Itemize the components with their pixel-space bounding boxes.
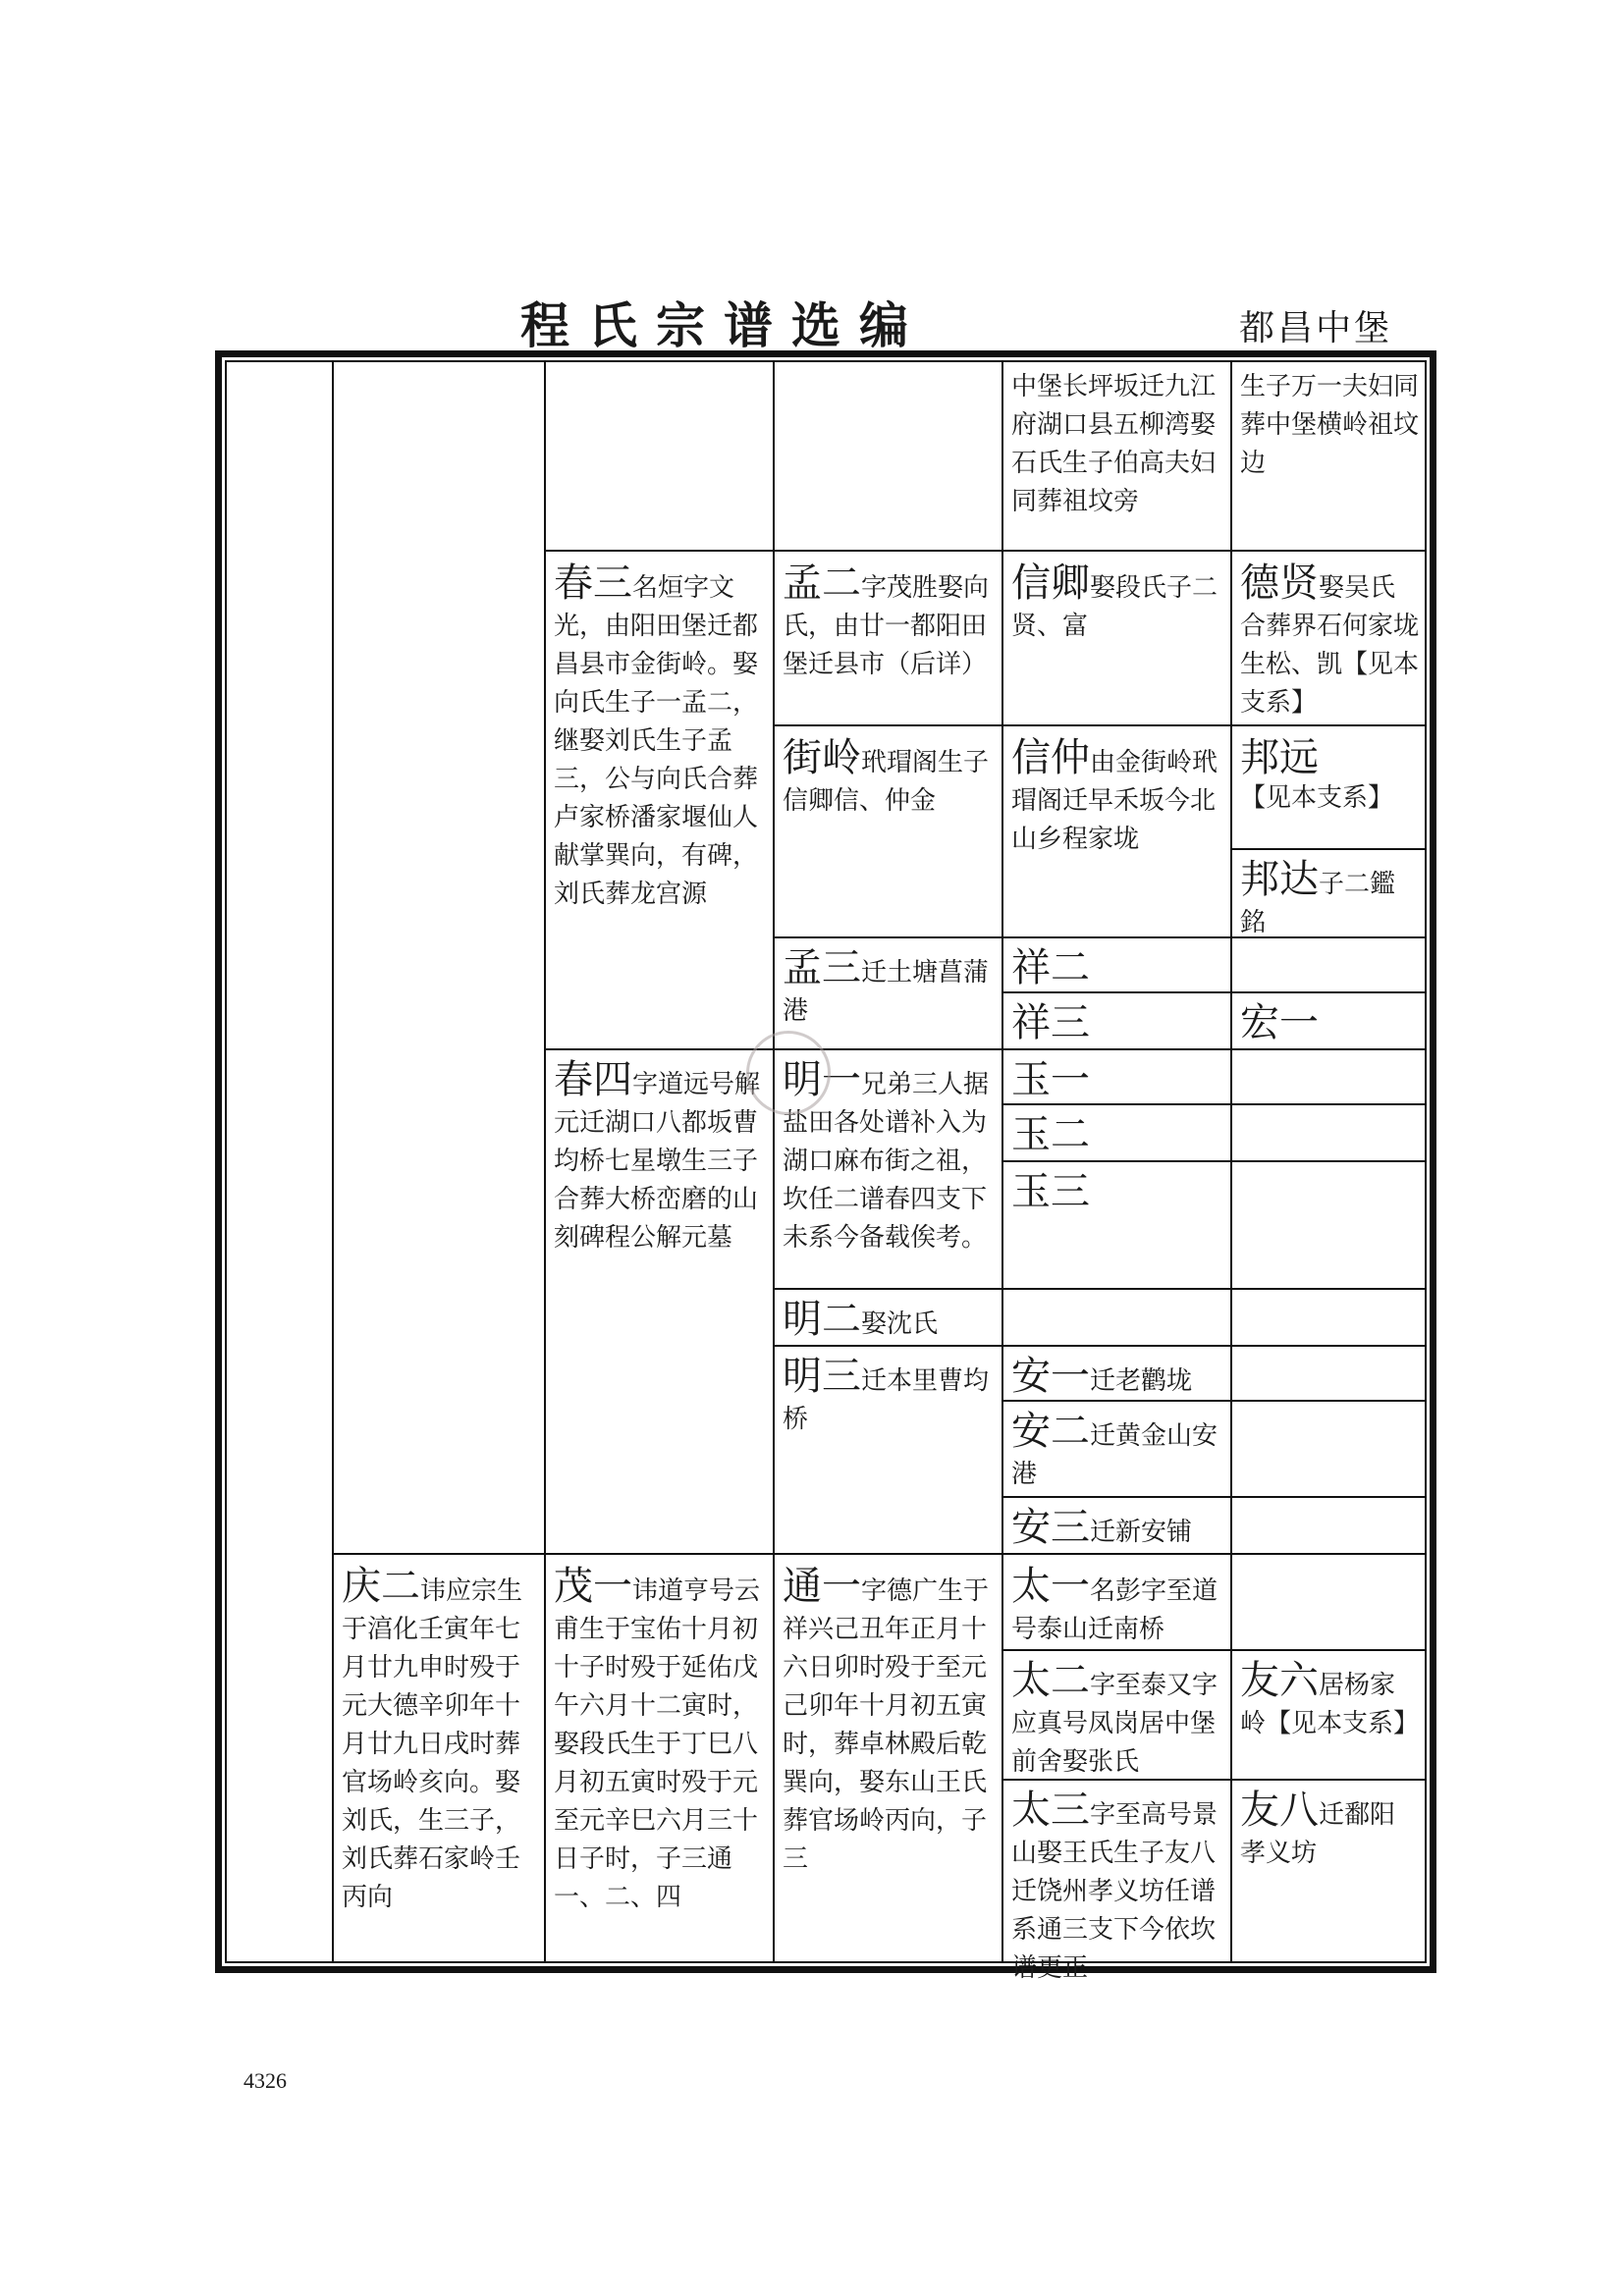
cell-text: 迁本里曹均桥 bbox=[783, 1366, 990, 1434]
cell-text: 迁鄱阳孝义坊 bbox=[1240, 1800, 1396, 1868]
row-divider bbox=[1001, 1160, 1427, 1162]
person-name: 明二 bbox=[783, 1297, 861, 1342]
table-cell bbox=[775, 556, 1001, 724]
table-cell bbox=[1003, 1349, 1230, 1400]
table-cell bbox=[1003, 940, 1230, 991]
person-name: 孟三 bbox=[783, 945, 861, 990]
table-cell bbox=[1003, 1559, 1230, 1649]
table-cell bbox=[334, 1559, 544, 1961]
person-name: 友八 bbox=[1240, 1788, 1319, 1833]
row-divider bbox=[332, 1553, 1427, 1555]
table-cell bbox=[1003, 556, 1230, 724]
cell-text: 迁新安铺 bbox=[1090, 1518, 1193, 1547]
row-divider bbox=[1001, 991, 1427, 993]
table-cell bbox=[546, 1559, 773, 1961]
table-cell bbox=[775, 1559, 1001, 1961]
table-cell bbox=[1232, 556, 1425, 724]
table-cell bbox=[1003, 995, 1230, 1048]
person-name: 茂一 bbox=[554, 1564, 632, 1609]
cell-text: 娶吴氏合葬界石何家垅生松、凯【见本支系】 bbox=[1240, 573, 1420, 718]
table-cell bbox=[546, 1052, 773, 1553]
cell-text: 【见本支系】 bbox=[1240, 783, 1394, 813]
cell-text: 名彭字至道号泰山迁南桥 bbox=[1011, 1576, 1218, 1644]
person-name: 明一 bbox=[783, 1057, 861, 1102]
page-title: 程氏宗谱选编 bbox=[520, 296, 927, 354]
person-name: 街岭 bbox=[783, 735, 861, 780]
person-name: 祥三 bbox=[1011, 1000, 1090, 1045]
table-cell bbox=[775, 1292, 1001, 1345]
cell-text: 生子万一夫妇同葬中堡横岭祖坟边 bbox=[1240, 372, 1420, 478]
person-name: 安一 bbox=[1011, 1354, 1090, 1399]
cell-text: 迁土塘菖蒲港 bbox=[783, 958, 990, 1026]
table-cell bbox=[1232, 362, 1425, 550]
table-cell bbox=[1232, 852, 1425, 936]
row-divider bbox=[1001, 1496, 1427, 1498]
row-divider bbox=[773, 936, 1427, 938]
table-cell bbox=[775, 1349, 1001, 1553]
cell-text: 兄弟三人据盐田各处谱补入为湖口麻布街之祖，坎任二谱春四支下未系今备载俟考。 bbox=[783, 1070, 990, 1253]
row-divider bbox=[773, 1345, 1427, 1347]
row-divider bbox=[1230, 848, 1427, 850]
person-name: 信卿 bbox=[1011, 561, 1090, 606]
cell-text: 名烜字文光，由阳田堡迁都昌县市金街岭。娶向氏生子一孟二，继娶刘氏生子孟三，公与向氏合葬卢家桥潘家堰仙人献掌巽向，有碑，刘氏葬龙宫源 bbox=[554, 573, 759, 909]
person-name: 邦远 bbox=[1240, 735, 1319, 780]
table-cell bbox=[546, 556, 773, 1046]
cell-text: 迁黄金山安港 bbox=[1011, 1421, 1218, 1489]
cell-text: 子二鑑銘 bbox=[1240, 870, 1396, 937]
cell-text: 讳道亨号云甫生于宝佑十月初十子时殁于延佑戊午六月十二寅时，娶段氏生于丁巳八月初五寅时殁于元至元辛巳六月三十日子时，子三通一、二、四 bbox=[554, 1576, 761, 1912]
person-name: 太三 bbox=[1011, 1788, 1090, 1833]
cell-text: 居杨家岭【见本支系】 bbox=[1240, 1671, 1420, 1738]
table-cell bbox=[1003, 1653, 1230, 1779]
table-cell bbox=[1003, 1404, 1230, 1496]
watermark-seal bbox=[746, 1031, 831, 1115]
person-name: 德贤 bbox=[1240, 561, 1319, 606]
person-name: 安三 bbox=[1011, 1505, 1090, 1550]
cell-text: 中堡长坪坂迁九江府湖口县五柳湾娶石氏生子伯高夫妇同葬祖坟旁 bbox=[1011, 372, 1217, 516]
cell-text: 字茂胜娶向氏，由廿一都阳田堡迁县市（后详） bbox=[783, 573, 990, 679]
table-cell bbox=[1003, 1164, 1230, 1288]
person-name: 玉二 bbox=[1011, 1112, 1090, 1157]
table-cell bbox=[775, 940, 1001, 1048]
person-name: 玉一 bbox=[1011, 1057, 1090, 1102]
person-name: 孟二 bbox=[783, 561, 861, 606]
table-cell bbox=[1232, 995, 1425, 1048]
cell-text: 娶沈氏 bbox=[861, 1309, 939, 1339]
person-name: 祥二 bbox=[1011, 945, 1090, 990]
person-name: 春四 bbox=[554, 1057, 632, 1102]
cell-text: 字至高号景山娶王氏生子友八迁饶州孝义坊任谱系通三支下今依坎谱更正 bbox=[1011, 1800, 1218, 1983]
person-name: 通一 bbox=[783, 1564, 861, 1609]
person-name: 庆二 bbox=[342, 1564, 420, 1609]
page-subtitle: 都昌中堡 bbox=[1239, 308, 1393, 348]
cell-text: 玳瑁阁生子信卿信、仲金 bbox=[783, 748, 990, 816]
table-cell bbox=[1232, 1783, 1425, 1961]
table-cell bbox=[1003, 1052, 1230, 1103]
cell-text: 字德广生于祥兴己丑年正月十六日卯时殁于至元己卯年十月初五寅时，葬卓林殿后乾巽向，娶东山王氏葬官场岭丙向，子三 bbox=[783, 1576, 990, 1874]
table-cell bbox=[1232, 1653, 1425, 1779]
row-divider bbox=[773, 1288, 1427, 1290]
page-number: 4326 bbox=[244, 2068, 287, 2093]
table-cell bbox=[775, 730, 1001, 936]
person-name: 太二 bbox=[1011, 1658, 1090, 1703]
row-divider bbox=[1001, 1649, 1427, 1651]
person-name: 安二 bbox=[1011, 1409, 1090, 1454]
cell-text: 讳应宗生于湻化壬寅年七月廿九申时殁于元大德辛卯年十月廿九日戌时葬官场岭亥向。娶刘氏，生三子，刘氏葬石家岭壬丙向 bbox=[342, 1576, 523, 1912]
row-divider bbox=[773, 724, 1427, 726]
row-divider bbox=[544, 550, 1427, 552]
row-divider bbox=[544, 1048, 1427, 1050]
table-cell bbox=[1003, 1107, 1230, 1160]
cell-text: 字道远号解元迁湖口八都坂曹均桥七星墩生三子合葬大桥峦磨的山刻碑程公解元墓 bbox=[554, 1070, 761, 1253]
table-cell bbox=[1003, 730, 1230, 936]
table-cell bbox=[1003, 1783, 1230, 1983]
person-name: 明三 bbox=[783, 1354, 861, 1399]
person-name: 邦达 bbox=[1240, 857, 1319, 902]
cell-text: 字至泰又字应真号凤岗居中堡前舍娶张氏 bbox=[1011, 1671, 1218, 1777]
cell-text: 娶段氏子二贤、富 bbox=[1011, 573, 1218, 641]
person-name: 宏一 bbox=[1240, 1000, 1319, 1045]
person-name: 信仲 bbox=[1011, 735, 1090, 780]
person-name: 玉三 bbox=[1011, 1169, 1090, 1214]
person-name: 太一 bbox=[1011, 1564, 1090, 1609]
table-cell bbox=[1232, 730, 1425, 848]
table-cell bbox=[1003, 1500, 1230, 1553]
person-name: 友六 bbox=[1240, 1658, 1319, 1703]
person-name: 春三 bbox=[554, 561, 632, 606]
row-divider bbox=[1001, 1103, 1427, 1105]
cell-text: 迁老鹳垅 bbox=[1090, 1366, 1193, 1396]
cell-text: 由金街岭玳瑁阁迁早禾坂今北山乡程家垅 bbox=[1011, 748, 1218, 854]
table-cell bbox=[1003, 362, 1230, 550]
